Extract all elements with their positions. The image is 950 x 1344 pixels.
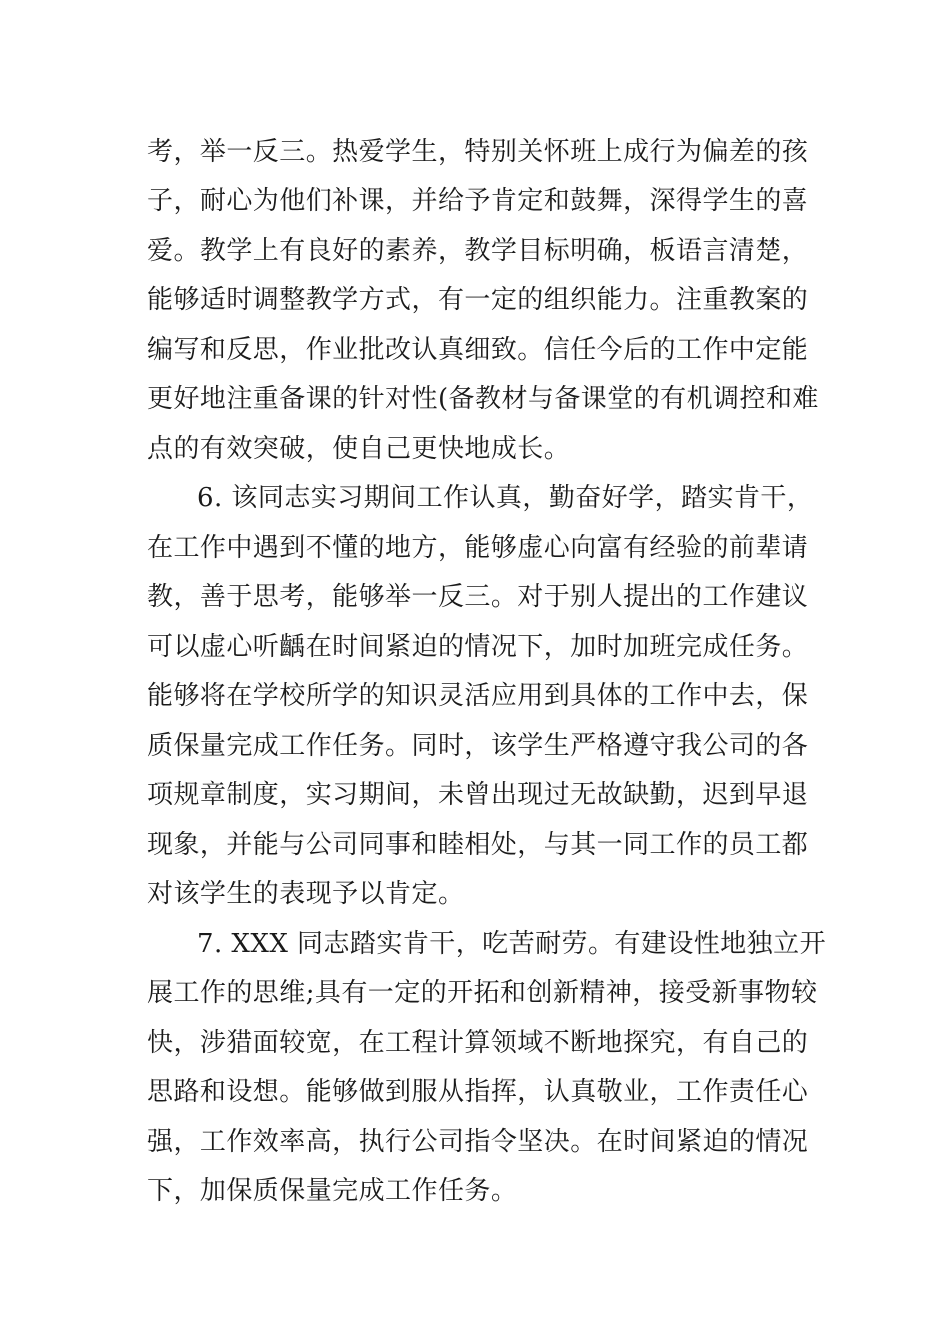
text-line: 下，加保质保量完成工作任务。 (147, 1176, 518, 1206)
text-line: 编写和反思，作业批改认真细致。信任今后的工作中定能 (147, 335, 809, 365)
text-line: 更好地注重备课的针对性(备教材与备课堂的有机调控和难 (147, 384, 819, 414)
text-line: 现象，并能与公司同事和睦相处，与其一同工作的员工都 (147, 830, 809, 860)
text-line: 思路和设想。能够做到服从指挥，认真敬业，工作责任心 (147, 1077, 809, 1107)
paragraph-6-first-line: 6. 该同志实习期间工作认真，勤奋好学，踏实肯干， (197, 483, 814, 513)
text-line: 质保量完成工作任务。同时，该学生严格遵守我公司的各 (147, 731, 809, 761)
paragraph-7-first-line: 7. XXX 同志踏实肯干，吃苦耐劳。有建设性地独立开 (197, 929, 827, 959)
text-line: 对该学生的表现予以肯定。 (147, 879, 465, 909)
text-line: 项规章制度，实习期间，未曾出现过无故缺勤，迟到早退 (147, 780, 809, 810)
text-line: 教，善于思考，能够举一反三。对于别人提出的工作建议 (147, 582, 809, 612)
text-line: 点的有效突破，使自己更快地成长。 (147, 434, 571, 464)
text-line: 展工作的思维;具有一定的开拓和创新精神，接受新事物较 (147, 978, 818, 1008)
text-line: 爱。教学上有良好的素养，教学目标明确，板语言清楚， (147, 236, 809, 266)
text-line: 强，工作效率高，执行公司指令坚决。在时间紧迫的情况 (147, 1127, 809, 1157)
text-line: 子，耐心为他们补课，并给予肯定和鼓舞，深得学生的喜 (147, 186, 809, 216)
text-line: 能够将在学校所学的知识灵活应用到具体的工作中去，保 (147, 681, 809, 711)
text-line: 在工作中遇到不懂的地方，能够虚心向富有经验的前辈请 (147, 533, 809, 563)
text-line: 考，举一反三。热爱学生，特别关怀班上成行为偏差的孩 (147, 137, 809, 167)
text-line: 可以虚心听齲在时间紧迫的情况下，加时加班完成任务。 (147, 632, 809, 662)
text-line: 能够适时调整教学方式，有一定的组织能力。注重教案的 (147, 285, 809, 315)
text-line: 快，涉猎面较宽，在工程计算领域不断地探究，有自己的 (147, 1028, 809, 1058)
